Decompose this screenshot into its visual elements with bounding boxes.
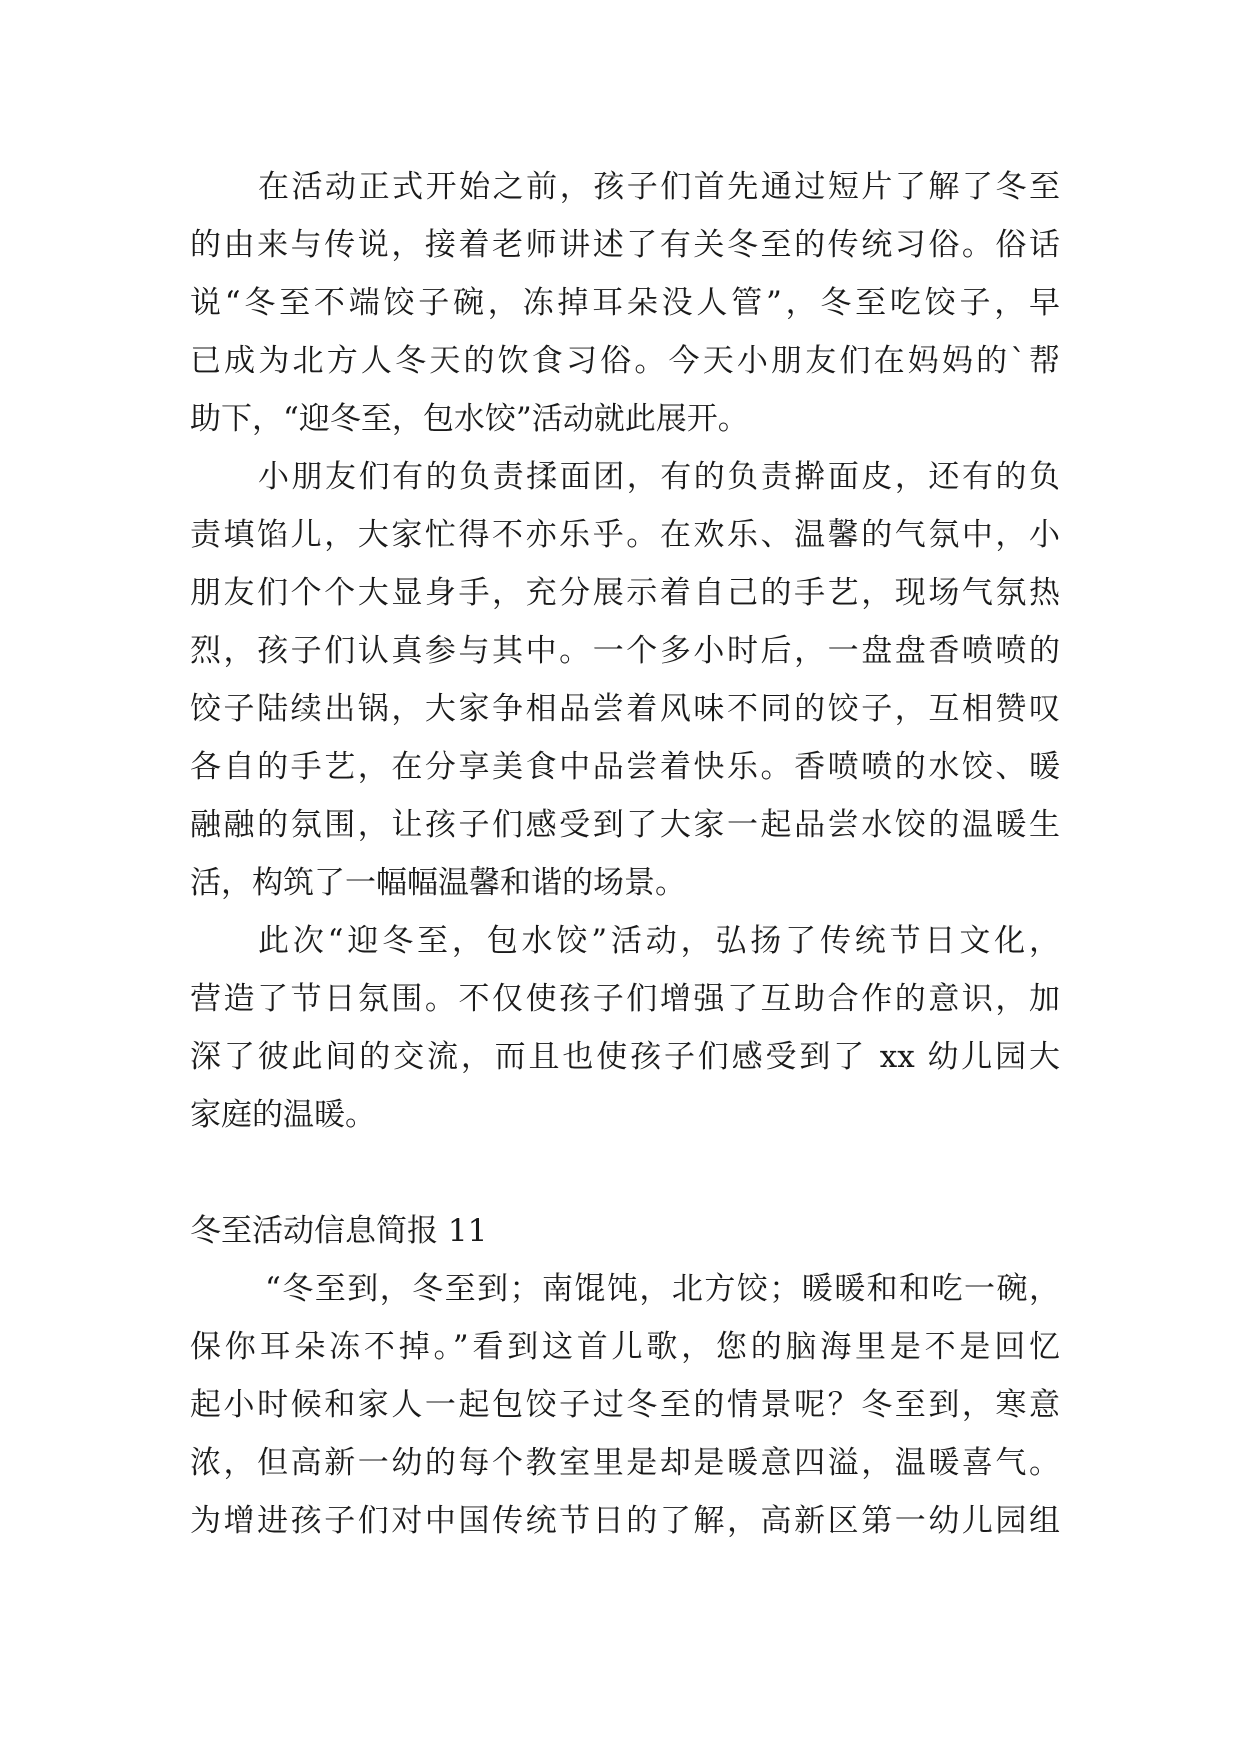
paragraph-2-line-3: 朋友们个个大显身手，充分展示着自己的手艺，现场气氛热: [190, 575, 1060, 611]
paragraph-2-line-4: 烈，孩子们认真参与其中。一个多小时后，一盘盘香喷喷的: [190, 633, 1060, 669]
section-paragraph-line-5: 为增进孩子们对中国传统节日的了解，高新区第一幼儿园组: [190, 1503, 1060, 1539]
paragraph-1-line-4: 已成为北方人冬天的饮食习俗。今天小朋友们在妈妈的`帮: [190, 343, 1060, 379]
paragraph-2-line-5: 饺子陆续出锅，大家争相品尝着风味不同的饺子，互相赞叹: [190, 691, 1060, 727]
paragraph-3-line-4: 家庭的温暖。: [190, 1097, 376, 1133]
paragraph-3-line-2: 营造了节日氛围。不仅使孩子们增强了互助合作的意识，加: [190, 981, 1060, 1017]
paragraph-1-line-5: 助下，“迎冬至，包水饺”活动就此展开。: [190, 401, 749, 437]
paragraph-2-line-6: 各自的手艺，在分享美食中品尝着快乐。香喷喷的水饺、暖: [190, 749, 1060, 785]
paragraph-2-line-2: 责填馅儿，大家忙得不亦乐乎。在欢乐、温馨的气氛中，小: [190, 517, 1060, 553]
paragraph-2-line-7: 融融的氛围，让孩子们感受到了大家一起品尝水饺的温暖生: [190, 807, 1060, 843]
paragraph-3-line-3: 深了彼此间的交流，而且也使孩子们感受到了 xx 幼儿园大: [190, 1039, 1060, 1075]
section-paragraph-line-3: 起小时候和家人一起包饺子过冬至的情景呢？冬至到，寒意: [190, 1387, 1060, 1423]
paragraph-3-line-1: 此次“迎冬至，包水饺”活动，弘扬了传统节日文化，: [258, 923, 1060, 959]
paragraph-2-line-8: 活，构筑了一幅幅温馨和谐的场景。: [190, 865, 686, 901]
section-paragraph-line-4: 浓，但高新一幼的每个教室里是却是暖意四溢，温暖喜气。: [190, 1445, 1060, 1481]
section-paragraph-line-2: 保你耳朵冻不掉。”看到这首儿歌，您的脑海里是不是回忆: [190, 1329, 1060, 1365]
section-paragraph-line-1: “冬至到，冬至到；南馄饨，北方饺；暖暖和和吃一碗，: [265, 1271, 1060, 1307]
paragraph-1-line-3: 说“冬至不端饺子碗，冻掉耳朵没人管”，冬至吃饺子，早: [190, 285, 1060, 321]
paragraph-2-line-1: 小朋友们有的负责揉面团，有的负责擀面皮，还有的负: [258, 459, 1060, 495]
section-heading: 冬至活动信息简报 11: [190, 1213, 488, 1249]
paragraph-1-line-1: 在活动正式开始之前，孩子们首先通过短片了解了冬至: [258, 169, 1060, 205]
paragraph-1-line-2: 的由来与传说，接着老师讲述了有关冬至的传统习俗。俗话: [190, 227, 1060, 263]
